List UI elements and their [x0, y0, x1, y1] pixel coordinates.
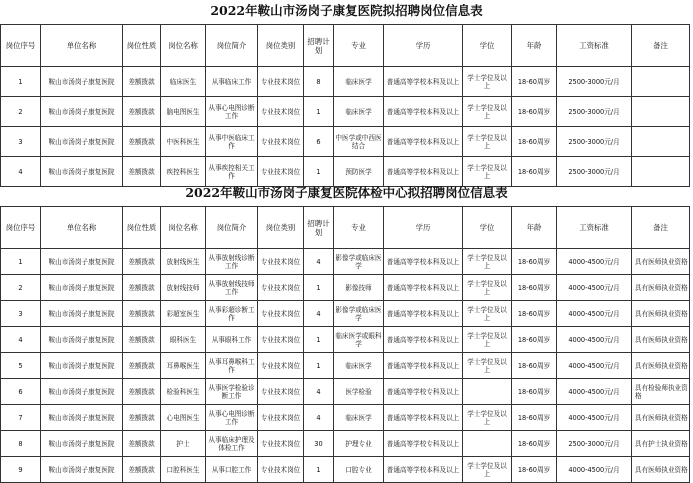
cell-major: 临床医学	[334, 67, 384, 97]
cell-remarks: 具有医师执业资格	[632, 301, 690, 327]
column-header-job-category: 岗位类别	[258, 25, 304, 67]
column-header-remarks: 备注	[632, 207, 690, 249]
cell-job-nature: 差额拨款	[123, 353, 161, 379]
cell-hiring-plan: 6	[304, 127, 334, 157]
cell-job-nature: 差额拨款	[123, 67, 161, 97]
cell-job-nature: 差额拨款	[123, 431, 161, 457]
cell-hiring-plan: 4	[304, 301, 334, 327]
column-header-job-nature: 岗位性质	[123, 207, 161, 249]
cell-job-name: 彩超室医生	[161, 301, 206, 327]
cell-job-name: 心电图医生	[161, 405, 206, 431]
cell-major: 口腔专业	[334, 457, 384, 483]
table1-title: 2022年鞍山市汤岗子康复医院拟招聘岗位信息表	[210, 3, 483, 18]
cell-age: 18-60周岁	[512, 301, 557, 327]
cell-education: 普通高等学校本科及以上	[384, 353, 463, 379]
cell-age: 18-60周岁	[512, 379, 557, 405]
cell-age: 18-60周岁	[512, 249, 557, 275]
cell-salary: 4000-4500元/月	[557, 301, 632, 327]
cell-education: 普通高等学校本科及以上	[384, 249, 463, 275]
table-row	[1, 97, 690, 127]
cell-salary: 2500-3000元/月	[557, 97, 632, 127]
cell-education: 普通高等学校本科及以上	[384, 405, 463, 431]
column-header-unit-name: 单位名称	[41, 207, 123, 249]
cell-major: 影像学或临床医学	[334, 301, 384, 327]
cell-education: 普通高等学校专科及以上	[384, 379, 463, 405]
cell-hiring-plan: 1	[304, 275, 334, 301]
cell-degree: 学士学位及以上	[463, 67, 512, 97]
cell-major: 医学检验	[334, 379, 384, 405]
cell-job-category: 专业技术岗位	[258, 275, 304, 301]
table-row	[1, 457, 690, 483]
cell-remarks: 具有护士执业资格	[632, 431, 690, 457]
cell-job-number: 8	[1, 431, 41, 457]
cell-education: 普通高等学校本科及以上	[384, 157, 463, 187]
cell-hiring-plan: 8	[304, 67, 334, 97]
cell-salary: 2500-3000元/月	[557, 67, 632, 97]
cell-job-name: 中医科医生	[161, 127, 206, 157]
cell-job-number: 6	[1, 379, 41, 405]
cell-unit-name: 鞍山市汤岗子康复医院	[41, 67, 123, 97]
cell-education: 普通高等学校本科及以上	[384, 301, 463, 327]
cell-job-nature: 差额拨款	[123, 157, 161, 187]
cell-unit-name: 鞍山市汤岗子康复医院	[41, 275, 123, 301]
cell-job-category: 专业技术岗位	[258, 457, 304, 483]
cell-job-number: 3	[1, 301, 41, 327]
cell-salary: 4000-4500元/月	[557, 327, 632, 353]
cell-job-number: 5	[1, 353, 41, 379]
cell-job-description: 从事彩超诊断工作	[206, 301, 258, 327]
header-row	[1, 207, 690, 249]
cell-job-description: 从事心电图诊断工作	[206, 405, 258, 431]
cell-major: 临床医学	[334, 405, 384, 431]
cell-degree	[463, 431, 512, 457]
cell-job-nature: 差额拨款	[123, 275, 161, 301]
cell-remarks: 具有医师执业资格	[632, 249, 690, 275]
column-header-job-name: 岗位名称	[161, 25, 206, 67]
cell-hiring-plan: 1	[304, 327, 334, 353]
cell-degree: 学士学位及以上	[463, 353, 512, 379]
cell-job-category: 专业技术岗位	[258, 353, 304, 379]
column-header-job-number: 岗位序号	[1, 25, 41, 67]
cell-degree	[463, 379, 512, 405]
cell-unit-name: 鞍山市汤岗子康复医院	[41, 301, 123, 327]
cell-degree: 学士学位及以上	[463, 157, 512, 187]
recruitment-table	[0, 24, 690, 187]
cell-major: 护理专业	[334, 431, 384, 457]
cell-salary: 4000-4500元/月	[557, 457, 632, 483]
cell-unit-name: 鞍山市汤岗子康复医院	[41, 431, 123, 457]
cell-job-nature: 差额拨款	[123, 457, 161, 483]
cell-age: 18-60周岁	[512, 327, 557, 353]
cell-salary: 4000-4500元/月	[557, 275, 632, 301]
table-row	[1, 67, 690, 97]
table-row	[1, 301, 690, 327]
cell-job-name: 放射线医生	[161, 249, 206, 275]
cell-job-description: 从事口腔工作	[206, 457, 258, 483]
cell-job-nature: 差额拨款	[123, 379, 161, 405]
cell-job-nature: 差额拨款	[123, 127, 161, 157]
table-row	[1, 379, 690, 405]
column-header-job-category: 岗位类别	[258, 207, 304, 249]
cell-job-name: 检验科医生	[161, 379, 206, 405]
cell-degree: 学士学位及以上	[463, 405, 512, 431]
cell-degree: 学士学位及以上	[463, 249, 512, 275]
cell-salary: 2500-3000元/月	[557, 127, 632, 157]
cell-job-category: 专业技术岗位	[258, 327, 304, 353]
cell-remarks: 具有医师执业资格	[632, 405, 690, 431]
cell-major: 中医学或中西医结合	[334, 127, 384, 157]
column-header-hiring-plan: 招聘计划	[304, 25, 334, 67]
cell-job-description: 从事心电图诊断工作	[206, 97, 258, 127]
cell-education: 普通高等学校本科及以上	[384, 275, 463, 301]
cell-job-description: 从事放射线诊断工作	[206, 249, 258, 275]
cell-job-name: 临床医生	[161, 67, 206, 97]
cell-degree: 学士学位及以上	[463, 327, 512, 353]
cell-job-category: 专业技术岗位	[258, 379, 304, 405]
cell-unit-name: 鞍山市汤岗子康复医院	[41, 249, 123, 275]
column-header-unit-name: 单位名称	[41, 25, 123, 67]
column-header-salary: 工资标准	[557, 25, 632, 67]
table-row	[1, 275, 690, 301]
cell-hiring-plan: 1	[304, 97, 334, 127]
cell-major: 临床医学或眼科学	[334, 327, 384, 353]
column-header-job-number: 岗位序号	[1, 207, 41, 249]
cell-age: 18-60周岁	[512, 127, 557, 157]
cell-remarks	[632, 97, 690, 127]
cell-job-number: 9	[1, 457, 41, 483]
cell-job-description: 从事疾控相关工作	[206, 157, 258, 187]
cell-job-number: 3	[1, 127, 41, 157]
cell-remarks: 具有医师执业资格	[632, 327, 690, 353]
cell-education: 普通高等学校专科及以上	[384, 431, 463, 457]
cell-job-category: 专业技术岗位	[258, 431, 304, 457]
cell-remarks	[632, 127, 690, 157]
cell-job-category: 专业技术岗位	[258, 97, 304, 127]
cell-age: 18-60周岁	[512, 157, 557, 187]
cell-job-number: 1	[1, 67, 41, 97]
table-row	[1, 353, 690, 379]
cell-hiring-plan: 1	[304, 157, 334, 187]
cell-education: 普通高等学校本科及以上	[384, 67, 463, 97]
cell-age: 18-60周岁	[512, 67, 557, 97]
cell-education: 普通高等学校本科及以上	[384, 327, 463, 353]
cell-hiring-plan: 1	[304, 457, 334, 483]
cell-major: 影像技师	[334, 275, 384, 301]
cell-job-name: 脑电图医生	[161, 97, 206, 127]
cell-job-number: 7	[1, 405, 41, 431]
column-header-age: 年龄	[512, 25, 557, 67]
cell-hiring-plan: 4	[304, 405, 334, 431]
cell-remarks: 具有检验师执业资格	[632, 379, 690, 405]
cell-major: 影像学或临床医学	[334, 249, 384, 275]
cell-hiring-plan: 1	[304, 353, 334, 379]
cell-salary: 4000-4500元/月	[557, 249, 632, 275]
table2-title: 2022年鞍山市汤岗子康复医院体检中心拟招聘岗位信息表	[185, 185, 508, 200]
column-header-hiring-plan: 招聘计划	[304, 207, 334, 249]
cell-job-description: 从事临床护理及体检工作	[206, 431, 258, 457]
cell-major: 临床医学	[334, 353, 384, 379]
cell-salary: 4000-4500元/月	[557, 405, 632, 431]
cell-salary: 2500-3000元/月	[557, 431, 632, 457]
cell-job-name: 放射线技师	[161, 275, 206, 301]
column-header-age: 年龄	[512, 207, 557, 249]
column-header-degree: 学位	[463, 207, 512, 249]
column-header-job-name: 岗位名称	[161, 207, 206, 249]
cell-job-description: 从事中医临床工作	[206, 127, 258, 157]
cell-major: 临床医学	[334, 97, 384, 127]
cell-major: 预防医学	[334, 157, 384, 187]
cell-job-description: 从事眼科工作	[206, 327, 258, 353]
cell-job-number: 2	[1, 97, 41, 127]
cell-job-nature: 差额拨款	[123, 97, 161, 127]
cell-unit-name: 鞍山市汤岗子康复医院	[41, 457, 123, 483]
cell-job-category: 专业技术岗位	[258, 405, 304, 431]
column-header-salary: 工资标准	[557, 207, 632, 249]
column-header-education: 学历	[384, 207, 463, 249]
cell-job-name: 眼科医生	[161, 327, 206, 353]
column-header-job-description: 岗位简介	[206, 25, 258, 67]
table-row	[1, 327, 690, 353]
cell-remarks: 具有医师执业资格	[632, 353, 690, 379]
cell-job-number: 4	[1, 327, 41, 353]
cell-job-category: 专业技术岗位	[258, 301, 304, 327]
cell-job-category: 专业技术岗位	[258, 157, 304, 187]
checkup-center-recruitment-table	[0, 206, 690, 483]
cell-remarks: 具有医师执业资格	[632, 275, 690, 301]
cell-job-nature: 差额拨款	[123, 301, 161, 327]
cell-job-number: 4	[1, 157, 41, 187]
cell-age: 18-60周岁	[512, 431, 557, 457]
cell-unit-name: 鞍山市汤岗子康复医院	[41, 327, 123, 353]
cell-job-category: 专业技术岗位	[258, 249, 304, 275]
cell-unit-name: 鞍山市汤岗子康复医院	[41, 405, 123, 431]
cell-degree: 学士学位及以上	[463, 127, 512, 157]
column-header-job-description: 岗位简介	[206, 207, 258, 249]
column-header-major: 专业	[334, 207, 384, 249]
cell-job-description: 从事临床工作	[206, 67, 258, 97]
cell-job-description: 从事放射线技师工作	[206, 275, 258, 301]
cell-age: 18-60周岁	[512, 457, 557, 483]
cell-hiring-plan: 30	[304, 431, 334, 457]
cell-salary: 2500-3000元/月	[557, 157, 632, 187]
column-header-major: 专业	[334, 25, 384, 67]
cell-job-name: 耳鼻喉医生	[161, 353, 206, 379]
cell-unit-name: 鞍山市汤岗子康复医院	[41, 379, 123, 405]
cell-age: 18-60周岁	[512, 405, 557, 431]
column-header-education: 学历	[384, 25, 463, 67]
cell-job-category: 专业技术岗位	[258, 67, 304, 97]
column-header-job-nature: 岗位性质	[123, 25, 161, 67]
cell-job-name: 疾控科医生	[161, 157, 206, 187]
cell-age: 18-60周岁	[512, 97, 557, 127]
cell-degree: 学士学位及以上	[463, 275, 512, 301]
cell-remarks	[632, 157, 690, 187]
cell-unit-name: 鞍山市汤岗子康复医院	[41, 157, 123, 187]
table-row	[1, 405, 690, 431]
cell-salary: 4000-4500元/月	[557, 379, 632, 405]
cell-job-number: 1	[1, 249, 41, 275]
cell-job-category: 专业技术岗位	[258, 127, 304, 157]
table-row	[1, 431, 690, 457]
cell-unit-name: 鞍山市汤岗子康复医院	[41, 353, 123, 379]
cell-job-description: 从事耳鼻喉科工作	[206, 353, 258, 379]
cell-job-nature: 差额拨款	[123, 249, 161, 275]
cell-education: 普通高等学校本科及以上	[384, 97, 463, 127]
header-row	[1, 25, 690, 67]
cell-job-name: 口腔科医生	[161, 457, 206, 483]
cell-unit-name: 鞍山市汤岗子康复医院	[41, 97, 123, 127]
cell-unit-name: 鞍山市汤岗子康复医院	[41, 127, 123, 157]
column-header-degree: 学位	[463, 25, 512, 67]
table-row	[1, 127, 690, 157]
table-row	[1, 249, 690, 275]
column-header-remarks: 备注	[632, 25, 690, 67]
cell-job-number: 2	[1, 275, 41, 301]
cell-job-name: 护士	[161, 431, 206, 457]
cell-remarks	[632, 67, 690, 97]
table-row	[1, 157, 690, 187]
cell-education: 普通高等学校本科及以上	[384, 457, 463, 483]
cell-age: 18-60周岁	[512, 353, 557, 379]
cell-job-nature: 差额拨款	[123, 405, 161, 431]
cell-salary: 4000-4500元/月	[557, 353, 632, 379]
cell-hiring-plan: 4	[304, 379, 334, 405]
cell-remarks: 具有医师执业资格	[632, 457, 690, 483]
cell-job-description: 从事医学检验诊断工作	[206, 379, 258, 405]
cell-degree: 学士学位及以上	[463, 301, 512, 327]
cell-degree: 学士学位及以上	[463, 97, 512, 127]
cell-job-nature: 差额拨款	[123, 327, 161, 353]
cell-age: 18-60周岁	[512, 275, 557, 301]
cell-education: 普通高等学校本科及以上	[384, 127, 463, 157]
cell-hiring-plan: 4	[304, 249, 334, 275]
cell-degree: 学士学位及以上	[463, 457, 512, 483]
